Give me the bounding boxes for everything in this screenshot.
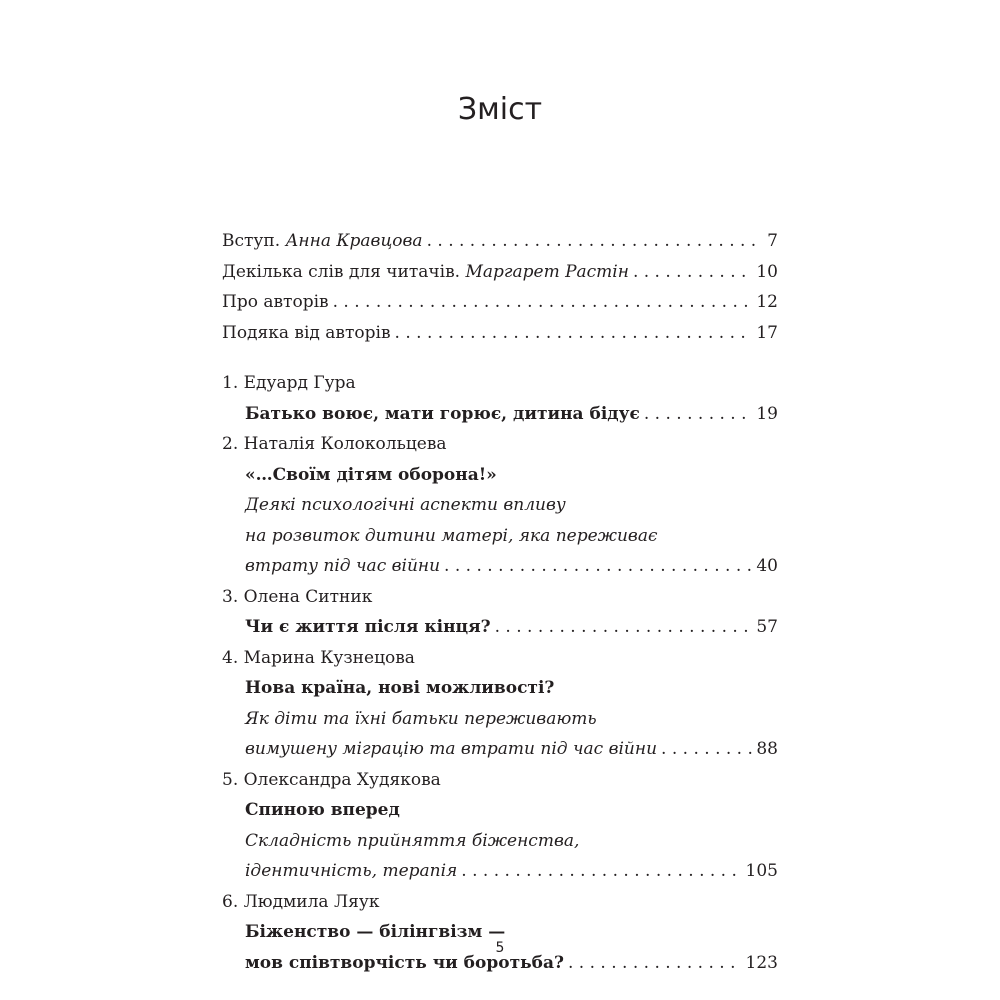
entry-label: Подяка від авторів [222, 322, 391, 343]
chapter-author: 3. Олена Ситник [222, 586, 373, 607]
toc-entry-chapter-2[interactable] [222, 551, 778, 582]
page-title: Зміст [457, 92, 543, 127]
page-ref: 10 [756, 261, 778, 282]
chapter-title[interactable]: Біженство — білінгвізм — [245, 922, 506, 942]
dot-leader [633, 257, 752, 288]
entry-label: Про авторів [222, 292, 329, 312]
chapter-subtitle: на розвиток дитини матері, яка переживає [245, 525, 658, 546]
dot-leader [644, 399, 753, 430]
dot-leader [395, 318, 753, 349]
chapter-title: Батько воює, мати горює, дитина бідує [245, 403, 640, 424]
toc-entry-chapter-1[interactable] [222, 399, 778, 430]
page-ref: 17 [756, 322, 778, 343]
table-of-contents [222, 226, 778, 978]
entry-author: Маргарет Растін [465, 261, 629, 282]
chapter-author: 4. Марина Кузнецова [222, 647, 415, 668]
page-ref: 105 [745, 861, 778, 881]
chapter-author: 2. Наталія Колокольцева [222, 434, 447, 454]
toc-entry-about-authors[interactable] [222, 287, 778, 318]
chapter-author: 5. Олександра Худякова [222, 769, 441, 790]
entry-label: Вступ. [222, 231, 286, 251]
chapter-subtitle: вимушену міграцію та втрати під час війни [245, 739, 658, 759]
page-ref: 88 [756, 739, 778, 759]
chapter-title[interactable]: «…Своїм дітям оборона!» [245, 464, 497, 485]
page-number: 5 [495, 940, 505, 956]
dot-leader [427, 226, 764, 257]
page-ref: 40 [756, 556, 778, 576]
page-ref: 12 [756, 292, 778, 312]
chapter-author: 1. Едуард Гура [222, 373, 356, 393]
dot-leader [661, 734, 752, 765]
dot-leader [461, 856, 741, 887]
page-ref: 57 [756, 617, 778, 637]
toc-entry-chapter-4[interactable] [222, 734, 778, 765]
chapter-title[interactable]: Нова країна, нові можливості? [245, 678, 555, 698]
chapter-subtitle: Як діти та їхні батьки переживають [245, 708, 597, 729]
toc-entry-acknowledgements[interactable] [222, 318, 778, 349]
dot-leader [495, 612, 753, 643]
dot-leader [333, 287, 753, 318]
chapter-subtitle: ідентичність, терапія [245, 861, 458, 881]
toc-entry-chapter-3[interactable] [222, 612, 778, 643]
toc-entry-intro[interactable] [222, 226, 778, 257]
chapter-author: 6. Людмила Ляук [222, 891, 380, 912]
toc-entry-chapter-5[interactable] [222, 856, 778, 887]
section-gap [222, 348, 778, 368]
dot-leader [444, 551, 752, 582]
entry-author: Анна Кравцова [285, 231, 423, 251]
chapter-title: мов співтворчість чи боротьба? [245, 952, 564, 973]
chapter-subtitle: втрату під час війни [245, 556, 441, 576]
entry-label: Декілька слів для читачів. [222, 261, 466, 282]
chapter-title[interactable]: Спиною вперед [245, 800, 400, 820]
chapter-subtitle: Складність прийняття біженства, [245, 830, 580, 851]
chapter-subtitle: Деякі психологічні аспекти впливу [245, 495, 566, 515]
chapter-title: Чи є життя після кінця? [245, 617, 491, 637]
page-ref: 19 [756, 403, 778, 424]
toc-entry-foreword[interactable] [222, 257, 778, 288]
page-ref: 7 [767, 231, 778, 251]
page-ref: 123 [745, 952, 778, 973]
